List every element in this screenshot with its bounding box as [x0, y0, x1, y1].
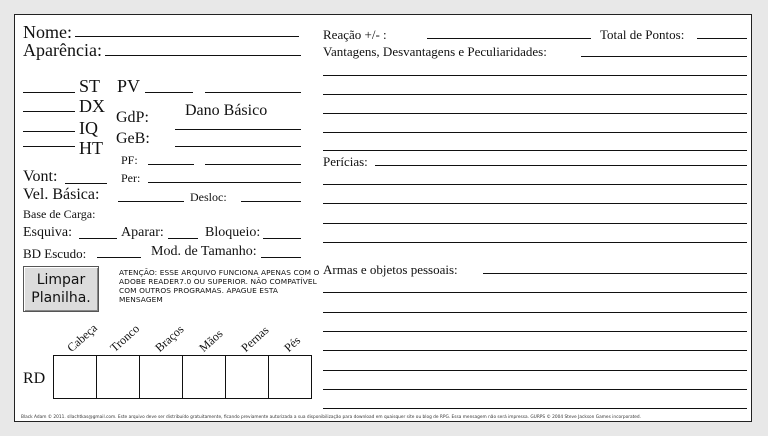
rd-table: [53, 355, 312, 399]
pericias-line-0[interactable]: [375, 165, 747, 166]
armas-line-1[interactable]: [323, 292, 747, 293]
vantagens-line-3[interactable]: [323, 113, 747, 114]
clear-sheet-button[interactable]: [23, 266, 99, 312]
pf-field[interactable]: [148, 164, 194, 165]
character-sheet: [14, 14, 752, 422]
ht-label: HT: [79, 138, 103, 158]
rd-col-tronco: Tronco: [107, 321, 143, 355]
vantagens-line-1[interactable]: [323, 75, 747, 76]
vantagens-line-0[interactable]: [581, 56, 747, 57]
clear-button-line1: Limpar: [36, 271, 86, 288]
geb-label: GeB:: [116, 130, 150, 147]
dano-basico-label: Dano Básico: [185, 102, 268, 119]
pericias-label: Perícias:: [323, 154, 368, 169]
mod-tamanho-field[interactable]: [261, 257, 301, 258]
pv-label: PV: [117, 76, 141, 96]
rd-tronco-cell[interactable]: [97, 356, 140, 399]
mod-tamanho-label: Mod. de Tamanho:: [151, 244, 257, 259]
name-label: Nome:: [23, 22, 72, 42]
per-label: Per:: [121, 171, 141, 185]
vantagens-line-5[interactable]: [323, 150, 747, 151]
ht-field[interactable]: [23, 146, 75, 147]
armas-line-7[interactable]: [323, 408, 747, 409]
name-field[interactable]: [75, 36, 299, 37]
pf-max-field[interactable]: [205, 164, 301, 165]
armas-label: Armas e objetos pessoais:: [323, 262, 458, 277]
vel-basica-label: Vel. Básica:: [23, 186, 100, 203]
pericias-line-4[interactable]: [323, 242, 747, 243]
bd-escudo-label: BD Escudo:: [23, 246, 87, 261]
vantagens-line-2[interactable]: [323, 94, 747, 95]
bloqueio-label: Bloqueio:: [205, 225, 261, 240]
dx-label: DX: [79, 96, 105, 116]
rd-cabeca-cell[interactable]: [54, 356, 97, 399]
pv-field[interactable]: [145, 92, 193, 93]
desloc-field[interactable]: [241, 201, 301, 202]
vantagens-label: Vantagens, Desvantagens e Peculiaridades:: [323, 44, 547, 59]
rd-col-bracos: Braços: [152, 322, 187, 355]
armas-line-2[interactable]: [323, 312, 747, 313]
total-pontos-field[interactable]: [697, 38, 747, 39]
rd-pes-cell[interactable]: [269, 356, 312, 399]
dx-field[interactable]: [23, 111, 75, 112]
appearance-label: Aparência:: [23, 40, 102, 60]
pericias-line-3[interactable]: [323, 223, 747, 224]
vont-field[interactable]: [65, 183, 107, 184]
carga-label: Base de Carga:: [23, 207, 96, 221]
esquiva-label: Esquiva:: [23, 225, 72, 240]
armas-line-5[interactable]: [323, 370, 747, 371]
aparar-label: Aparar:: [121, 225, 164, 240]
clear-button-line2: Planilha.: [31, 290, 91, 306]
gdp-label: GdP:: [116, 109, 149, 126]
st-label: ST: [79, 76, 101, 96]
rd-bracos-cell[interactable]: [140, 356, 183, 399]
rd-maos-cell[interactable]: [183, 356, 226, 399]
rd-col-pes: Pés: [281, 333, 304, 355]
armas-line-6[interactable]: [323, 389, 747, 390]
footer-copyright: Black Adam © 2011. sllachtkas@gmail.com. Este arquivo deve ser distribuído gratuitamente, ficando previamente autorizada a sua disponibilização para download em quaisquer site ou blog de RPG. Essa mensagem não será impressa. GURPS © 2004 Steve Jackson Games incorporated.: [21, 415, 642, 420]
rd-pernas-cell[interactable]: [226, 356, 269, 399]
geb-field[interactable]: [175, 146, 301, 147]
rd-label: RD: [23, 370, 46, 387]
rd-col-pernas: Pernas: [238, 322, 272, 355]
iq-label: IQ: [79, 118, 98, 138]
rd-col-maos: Mãos: [196, 326, 226, 355]
rd-col-cabeca: Cabeça: [64, 320, 100, 355]
armas-line-0[interactable]: [483, 273, 747, 274]
desloc-label: Desloc:: [190, 190, 227, 204]
appearance-field[interactable]: [105, 55, 301, 56]
iq-field[interactable]: [23, 131, 75, 132]
per-field[interactable]: [148, 182, 301, 183]
pericias-line-1[interactable]: [323, 184, 747, 185]
armas-line-4[interactable]: [323, 350, 747, 351]
pericias-line-2[interactable]: [323, 203, 747, 204]
pv-max-field[interactable]: [205, 92, 301, 93]
compatibility-notice: ATENÇÃO: ESSE ARQUIVO FUNCIONA APENAS COM O ADOBE READER7.0 OU SUPERIOR. NÃO COMPATÍVEL COM OUTROS PROGRAMAS. APAGUE ESTA MENSAGEM: [119, 268, 320, 305]
gdp-field[interactable]: [175, 129, 301, 130]
aparar-field[interactable]: [168, 238, 198, 239]
vel-basica-field[interactable]: [118, 201, 184, 202]
st-field[interactable]: [23, 92, 75, 93]
reacao-label: Reação +/- :: [323, 27, 387, 42]
vont-label: Vont:: [23, 168, 58, 185]
armas-line-3[interactable]: [323, 331, 747, 332]
total-pontos-label: Total de Pontos:: [600, 27, 685, 42]
bloqueio-field[interactable]: [263, 238, 301, 239]
pf-label: PF:: [121, 153, 138, 167]
bd-escudo-field[interactable]: [97, 257, 141, 258]
vantagens-line-4[interactable]: [323, 132, 747, 133]
esquiva-field[interactable]: [79, 238, 117, 239]
reacao-field[interactable]: [427, 38, 591, 39]
